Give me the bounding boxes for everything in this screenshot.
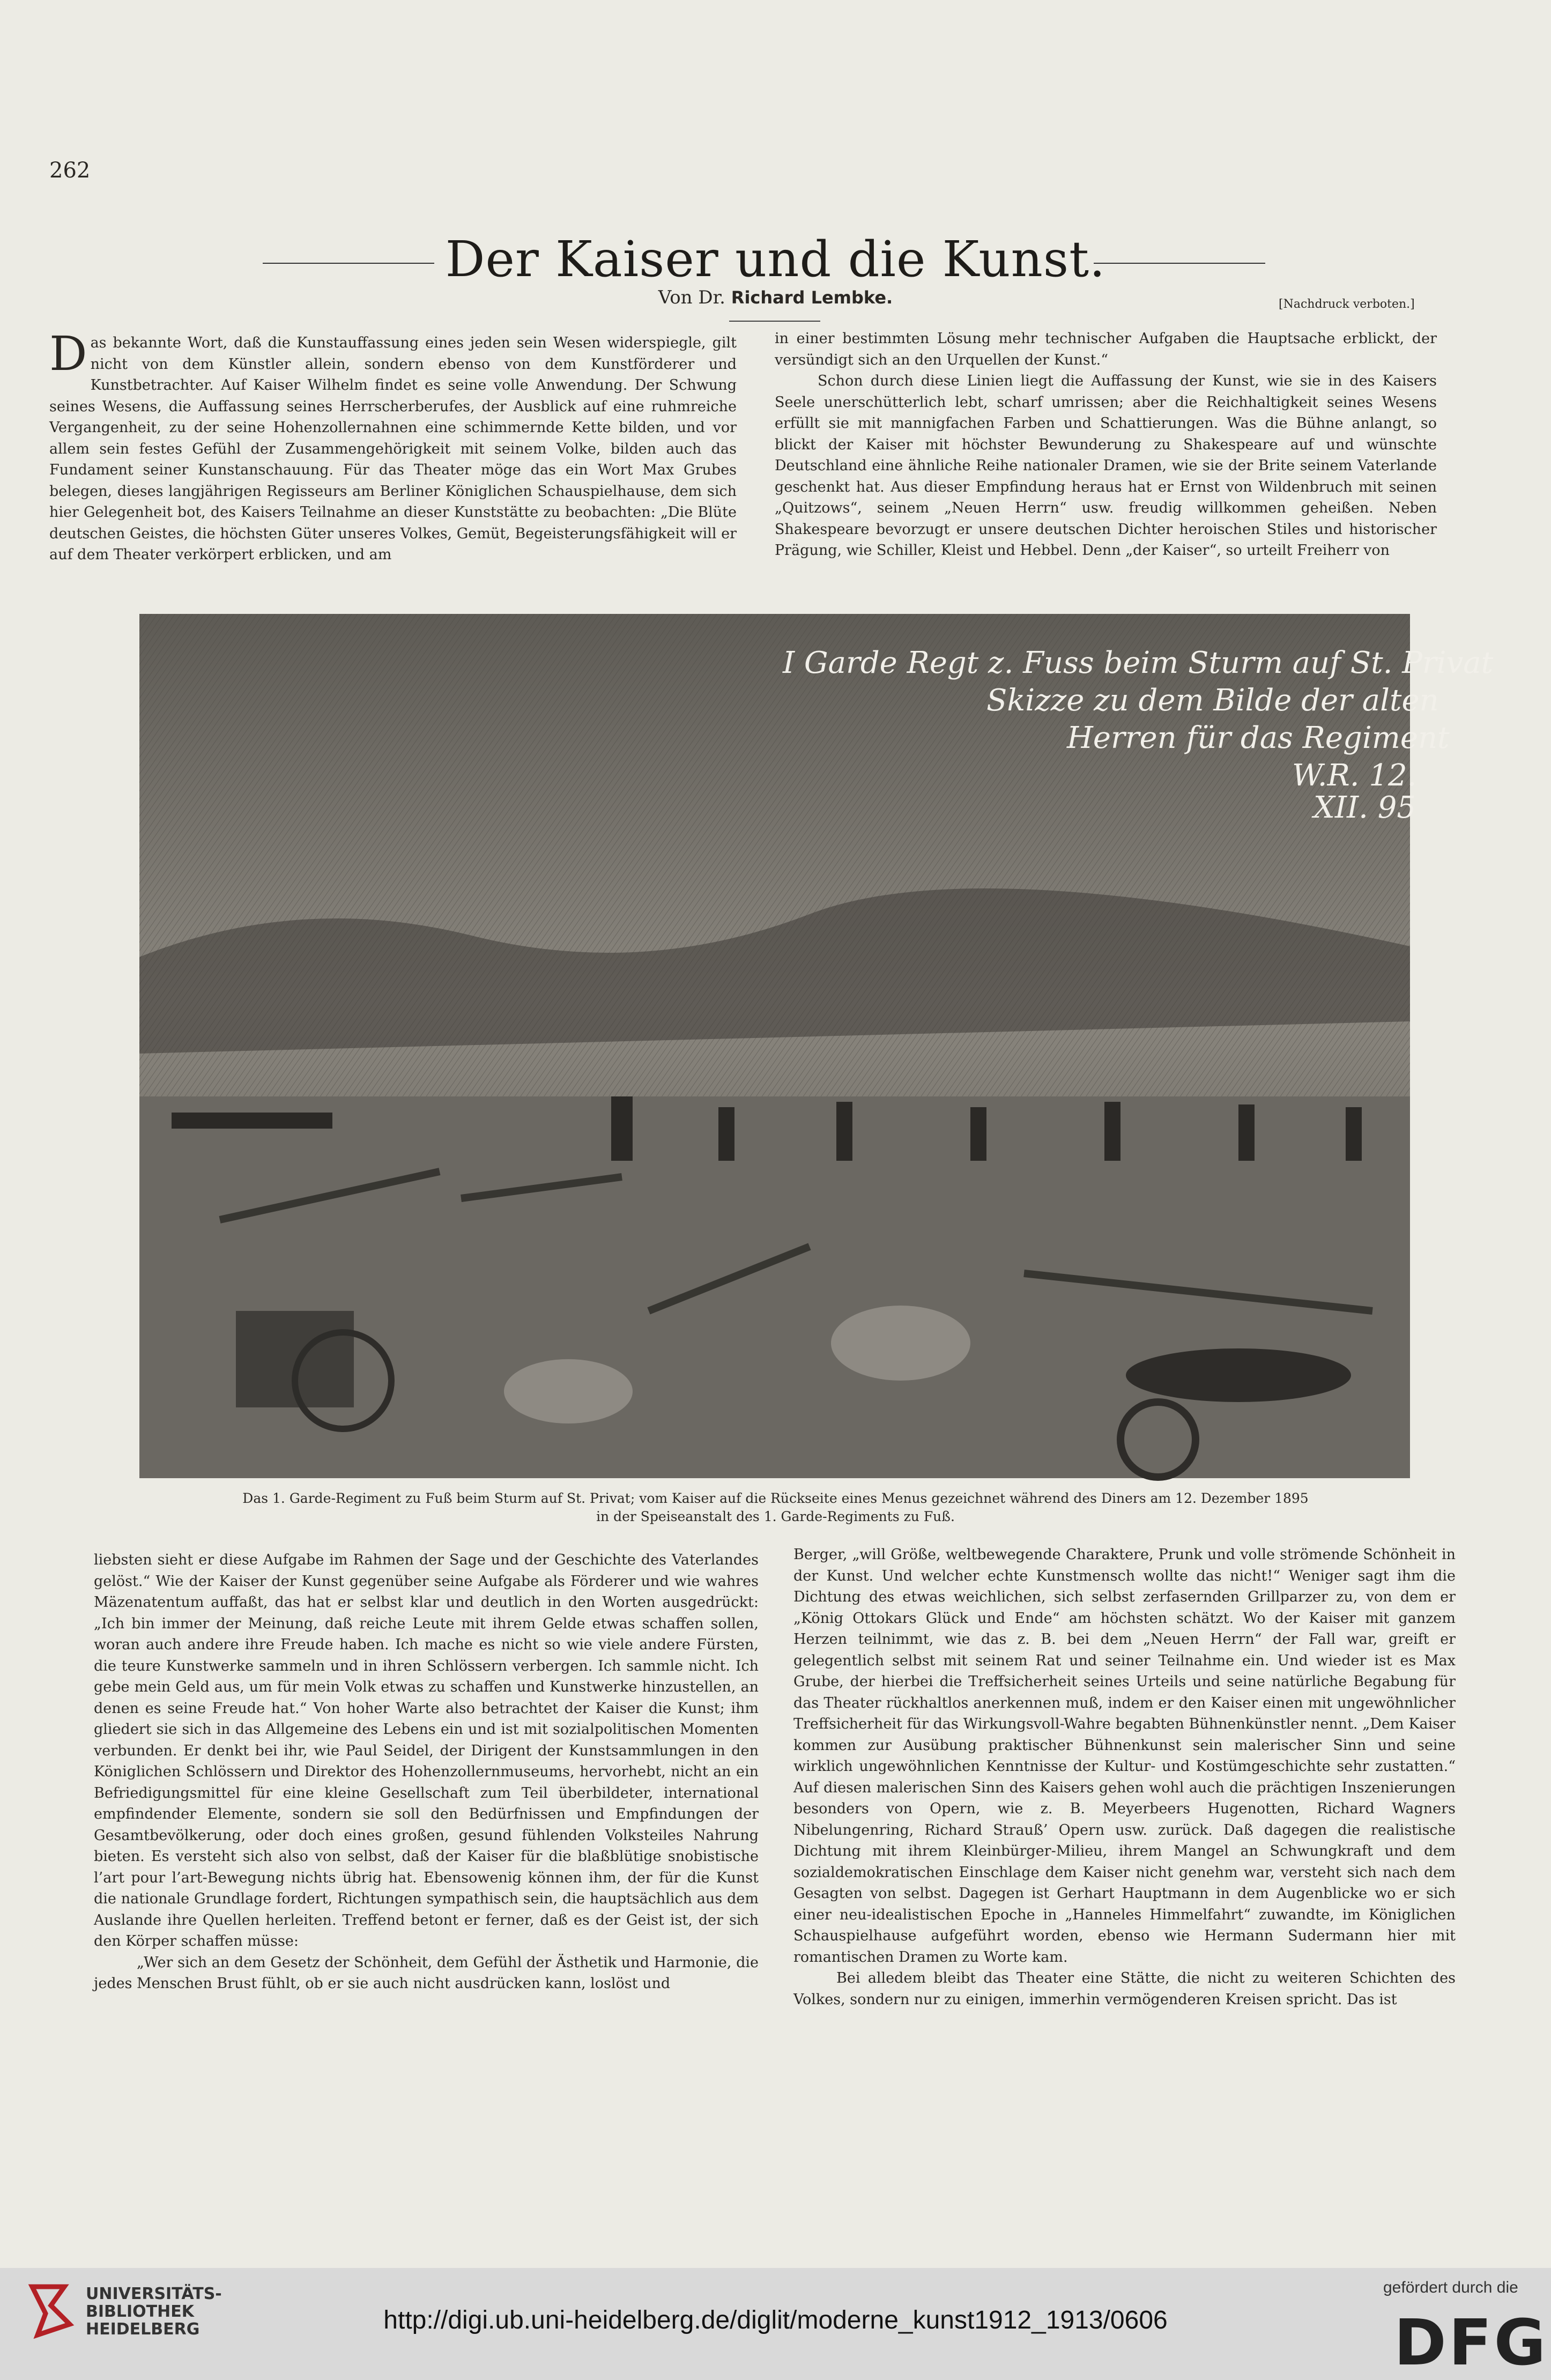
article-column-top-right	[775, 328, 1437, 561]
paragraph: Berger, „will Größe, weltbewegende Charaktere, Prunk und volle strömende Schönheit in der Kunst. Und welcher echte Kunstmensch wollte das nicht!“ Weniger sagt ihm die Dichtung des etwas weichlichen, sich selbst zerfasernden Grillparzer zu, von dem er „König Ottokars Glück und Ende“ am höchsten schätzt. Wo der Kaiser mit ganzem Herzen teilnimmt, wie das z. B. bei dem „Neuen Herrn“ der Fall war, greift er gelegentlich selbst mit seinem Rat und seiner Teilnahme ein. Und wieder ist es Max Grube, der hierbei die Treffsicherheit seines Urteils und seine natürliche Begabung für das Theater rückhaltlos anerkennen muß, indem er den Kaiser einen mit ungewöhnlicher Treffsicherheit für das Wirkungsvoll-Wahre begabten Bühnenkünstler nennt. „Dem Kaiser kommen zur Ausübung praktischer Bühnenkunst sein malerischer Sinn und seine wirklich ungewöhnlichen Kenntnisse der Kultur- und Kostümgeschichte sehr zustatten.“ Auf diesen malerischen Sinn des Kaisers gehen wohl auch die prächtigen Inszenierungen besonders von Opern, wie z. B. Meyerbeers Hugenotten, Richard Wagners Nibelungenring, Richard Strauß’ Opern usw. zurück. Daß dagegen die realistische Dichtung mit ihrem Kleinbürger-Milieu, ihrem Mangel an Schwungkraft und dem sozialdemokratischen Einschlage dem Kaiser nicht genehm war, versteht sich nach dem Gesagten von selbst. Dagegen ist Gerhart Hauptmann in dem Augenblicke wo er sich einer neu-idealistischen Epoche in „Hanneles Himmelfahrt“ zuwandte, im Königlichen Schauspielhause aufgeführt worden, ebenso wie Hermann Sudermann hier mit romantischen Dramen zu Worte kam.	[793, 1546, 1456, 1966]
funder-note: gefördert durch die	[1383, 2279, 1518, 2296]
rights-note: [Nachdruck verboten.]	[1279, 298, 1415, 311]
paragraph: Bei alledem bleibt das Theater eine Stätte, die nicht zu weiteren Schichten des Volkes, sondern nur zu einigen, immerhin vermögenderen Kreisen spricht. Das ist	[793, 1970, 1456, 2008]
article-column-bottom-left	[94, 1549, 759, 1995]
illustration-caption	[0, 1489, 1551, 1526]
page-number: 262	[49, 158, 91, 183]
inscription-signature: W.R. 12.	[1292, 758, 1417, 793]
library-name: UNIVERSITÄTS- BIBLIOTHEK HEIDELBERG	[86, 2285, 222, 2339]
drop-cap: D	[49, 326, 87, 381]
opening-text: as bekannte Wort, daß die Kunstauffassung eines jeden sein Wesen widerspiegle, gilt nicht von dem Künstler allein, sondern ebenso von dem Kunstförderer und Kunstbetrachter. Auf Kaiser Wilhelm findet es seine volle Anwendung. Der Schwung seines Wesens, die Auffassung seines Herrscherberufes, der Ausblick auf eine ruhmreiche Vergangenheit, zu der seine Hohenzollernahnen eine schimmernde Kette bilden, und vor allem sein festes Gefühl der Zusammengehörigkeit mit seinem Volke, bilden auch das Fundament seiner Kunstanschauung. Für das Theater möge das ein Wort Max Grubes belegen, dieses langjährigen Regisseurs am Berliner Königlichen Schauspielhause, dem sich hier Gelegenheit bot, des Kaisers Teilnahme an dieser Kunststätte zu beobachten: „Die Blüte deutschen Geistes, die höchsten Güter unseres Volkes, Gemüt, Begeisterungsfähigkeit will er auf dem Theater verkörpert erblicken, und am	[49, 335, 737, 563]
sketch-drawing	[139, 614, 1494, 1478]
article-title: Der Kaiser und die Kunst.	[445, 231, 1106, 288]
paragraph: liebsten sieht er diese Aufgabe im Rahmen der Sage und der Geschichte des Vaterlandes gelöst.“ Wie der Kaiser der Kunst gegenüber seine Aufgabe als Förderer und wie wahres Mäzenatentum auffaßt, das hat er selbst klar und deutlich in den Worten ausgedrückt: „Ich bin immer der Meinung, daß reiche Leute mit ihrem Gelde etwas schaffen sollen, woran auch andere ihre Freude haben. Ich mache es nicht so wie viele andere Fürsten, die teure Kunstwerke sammeln und in ihren Schlössern verbergen. Ich sammle nicht. Ich gebe mein Geld aus, um für mein Volk etwas zu schaffen und Kunstwerke hinzustellen, an denen es seine Freude hat.“ Von hoher Warte also betrachtet der Kaiser die Kunst; ihm gliedert sie sich in das Allgemeine des Lebens ein und ist mit sozialpolitischen Momenten verbunden. Er denkt bei ihr, wie Paul Seidel, der Dirigent der Kunstsammlungen in den Königlichen Schlössern und Direktor des Hohenzollernmuseums, hervorhebt, nicht an ein Befriedigungsmittel für eine kleine Gesellschaft zum Teil überbildeter, international empfindender Elemente, sondern sie soll den Bedürfnissen und Empfindungen der Gesamtbevölkerung, oder doch eines großen, gesund fühlenden Volksteiles Nahrung bieten. Es versteht sich also von selbst, daß der Kaiser für die blaßblütige snobistische l’art pour l’art-Bewegung nichts übrig hat. Ebensowenig können ihm, der für die Kunst die nationale Grundlage fordert, Richtungen sympathisch sein, die hauptsächlich aus dem Auslande ihre Quellen herleiten. Treffend betont er ferner, daß es der Geist ist, der sich den Körper schaffen müsse:	[94, 1552, 759, 1949]
inscription-line-3: Herren für das Regiment	[1067, 721, 1450, 755]
paragraph: „Wer sich an dem Gesetz der Schönheit, dem Gefühl der Ästhetik und Harmonie, die jedes Menschen Brust fühlt, ob er sie auch nicht ausdrücken kann, loslöst und	[94, 1954, 759, 1992]
source-url-link[interactable]: http://digi.ub.uni-heidelberg.de/diglit/moderne_kunst1912_1913/0606	[383, 2306, 1168, 2334]
battle-sketch-illustration	[139, 614, 1494, 1478]
opening-paragraph	[49, 326, 737, 566]
article-column-bottom-right	[793, 1544, 1456, 2010]
paragraph: Schon durch diese Linien liegt die Auffassung der Kunst, wie sie in des Kaisers Seele unerschütterlich lebt, scharf umrissen; aber die Reichhaltigkeit seines Wesens erfüllt sie mit mannigfachen Farben und Schattierungen. Was die Bühne anlangt, so blickt der Kaiser mit höchster Bewunderung zu Shakespeare auf und wünschte Deutschland eine ähnliche Reihe nationaler Dramen, wie sie der Brite seinem Vaterlande geschenkt hat. Aus dieser Empfindung heraus hat er Ernst von Wildenbruch mit seinen „Quitzows“, seinem „Neuen Herrn“ usw. freudig willkommen geheißen. Neben Shakespeare bevorzugt er unsere deutschen Dichter heroischen Stiles und historischer Prägung, wie Schiller, Kleist und Hebbel. Denn „der Kaiser“, so urteilt Freiherr von	[775, 373, 1437, 559]
article-column-top-left	[49, 326, 737, 566]
inscription-line-2: Skizze zu dem Bilde der alten	[986, 683, 1439, 718]
caption-line-2: in der Speiseanstalt des 1. Garde-Regiments zu Fuß.	[596, 1509, 955, 1524]
paragraph: in einer bestimmten Lösung mehr technischer Aufgaben die Hauptsache erblickt, der versündigt sich an den Urquellen der Kunst.“	[775, 330, 1437, 368]
inscription-line-1: I Garde Regt z. Fuss beim Sturm auf St. Privat	[783, 646, 1494, 680]
caption-line-1: Das 1. Garde-Regiment zu Fuß beim Sturm auf St. Privat; vom Kaiser auf die Rückseite eines Menus gezeichnet während des Diners am 12. Dezember 1895	[242, 1491, 1309, 1506]
inscription-date: XII. 95	[1313, 790, 1416, 825]
dfg-logo: DFG	[1394, 2305, 1548, 2379]
title-row	[0, 231, 1551, 288]
byline-divider	[729, 321, 820, 322]
byline-prefix: Von Dr.	[658, 287, 725, 308]
author-name: Richard Lembke.	[731, 287, 893, 308]
